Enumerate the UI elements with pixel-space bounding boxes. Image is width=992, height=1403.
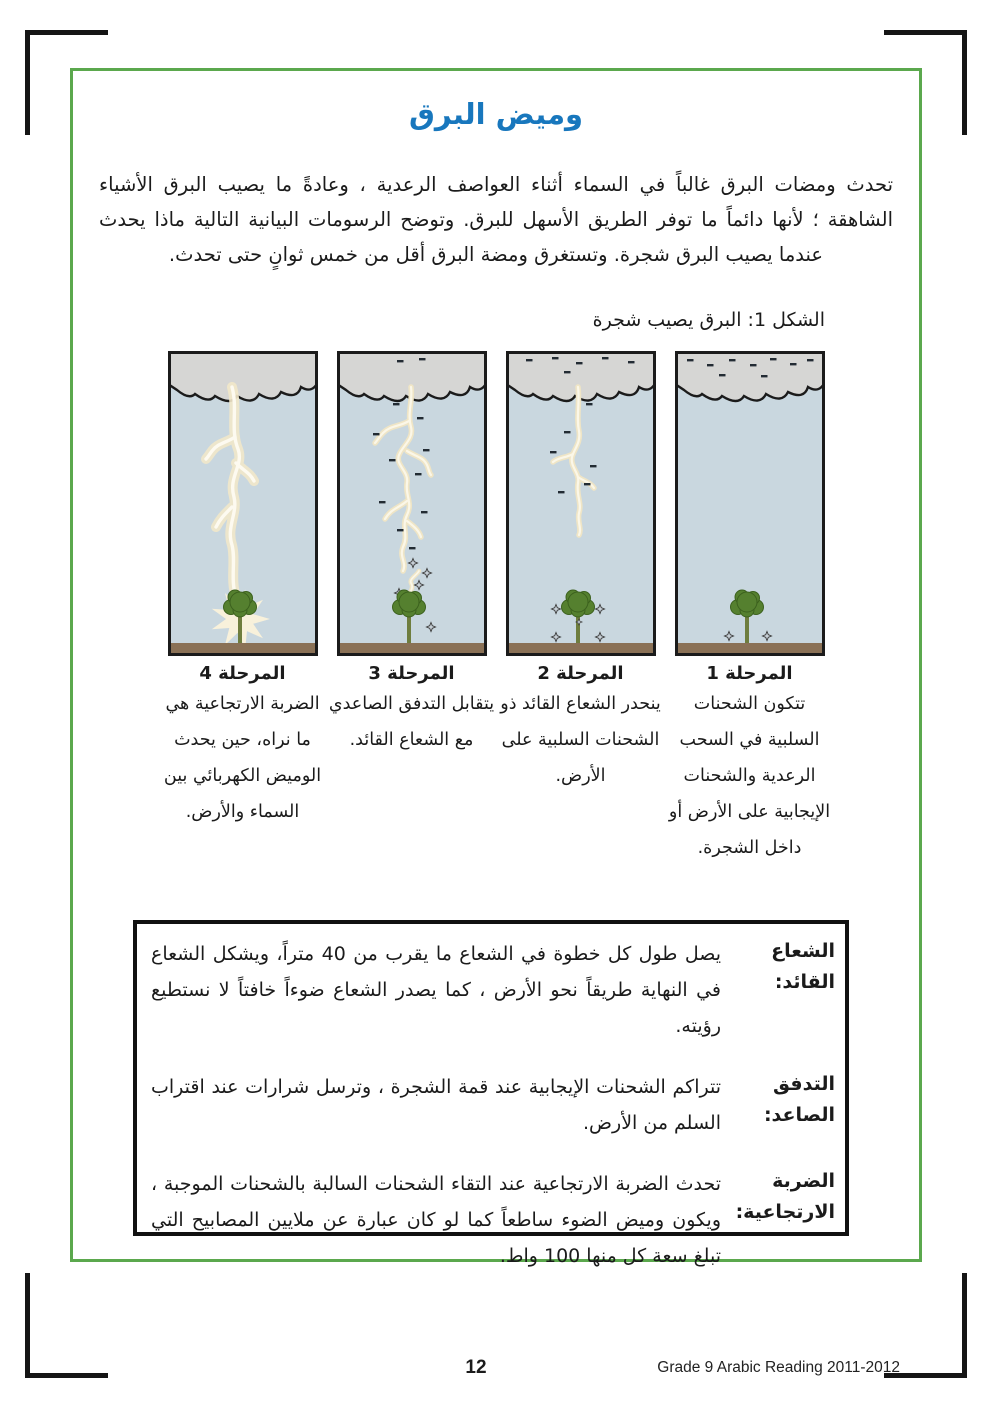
stage-4-description: الضربة الارتجاعية هي ما نراه، حين يحدث الوميض الكهربائي بين السماء والأرض. [163, 694, 322, 822]
stage-2-column [500, 351, 661, 866]
stage-3-description: يتقابل التدفق الصاعدي مع الشعاع القائد. [328, 694, 495, 750]
stage-1-column [668, 351, 831, 866]
definition-term: الشعاع القائد: [771, 940, 835, 993]
definition-row-return-stroke [151, 1166, 835, 1274]
definition-text: يصل طول كل خطوة في الشعاع ما يقرب من 40 متراً، ويشكل الشعاع في النهاية طريقاً نحو الأرض ، كما يصدر الشعاع ضوءاً خافتاً لا نستطيع رؤيته. [151, 943, 721, 1037]
definition-row-leader [151, 936, 835, 1044]
stage-panels-row [73, 351, 919, 866]
stage-2-label: المرحلة 2 [537, 663, 624, 684]
lightning-figure [73, 351, 919, 866]
intro-paragraph: تحدث ومضات البرق غالباً في السماء أثناء العواصف الرعدية ، وعادةً ما يصيب البرق الأشياء الشاهقة ؛ لأنها دائماً ما توفر الطريق الأسهل للبرق. وتوضح الرسومات البيانية التالية ماذا يحدث عندما يصيب البرق شجرة. وتستغرق ومضة البرق أقل من خمس ثوانٍ حتى تحدث. [99, 173, 893, 266]
stage-4-column [163, 351, 322, 866]
stage-3-panel [337, 351, 487, 656]
stage-4-panel [168, 351, 318, 656]
definition-row-upward-flow [151, 1069, 835, 1141]
figure-caption: الشكل 1: البرق يصيب شجرة [592, 309, 825, 331]
page-number: 12 [465, 1357, 487, 1378]
content-frame [70, 68, 922, 1267]
definition-term: التدفق الصاعد: [763, 1073, 835, 1126]
definition-term: الضربة الارتجاعية: [735, 1170, 835, 1223]
definition-text: تحدث الضربة الارتجاعية عند التقاء الشحنات السالبة بالشحنات الموجبة ، ويكون وميض الضوء ساطعاً كما لو كان عبارة عن ملايين المصابيح التي تبلغ سعة كل منها 100 واط. [151, 1173, 721, 1267]
stage-1-panel [675, 351, 825, 656]
stage-2-panel [506, 351, 656, 656]
stage-2-description: ينحدر الشعاع القائد ذو الشحنات السلبية على الأرض. [500, 694, 661, 786]
stage-1-label: المرحلة 1 [706, 663, 793, 684]
stage-1-description: تتكون الشحنات السلبية في السحب الرعدية والشحنات الإيجابية على الأرض أو داخل الشجرة. [668, 694, 831, 858]
stage-3-column [328, 351, 495, 866]
stage-3-label: المرحلة 3 [368, 663, 455, 684]
definition-text: تتراكم الشحنات الإيجابية عند قمة الشجرة ، وترسل شرارات عند اقتراب السلم من الأرض. [151, 1076, 721, 1134]
definitions-box [133, 920, 849, 1267]
course-label: Grade 9 Arabic Reading 2011-2012 [657, 1359, 900, 1376]
page-title: وميض البرق [408, 97, 584, 131]
stage-4-label: المرحلة 4 [199, 663, 286, 684]
